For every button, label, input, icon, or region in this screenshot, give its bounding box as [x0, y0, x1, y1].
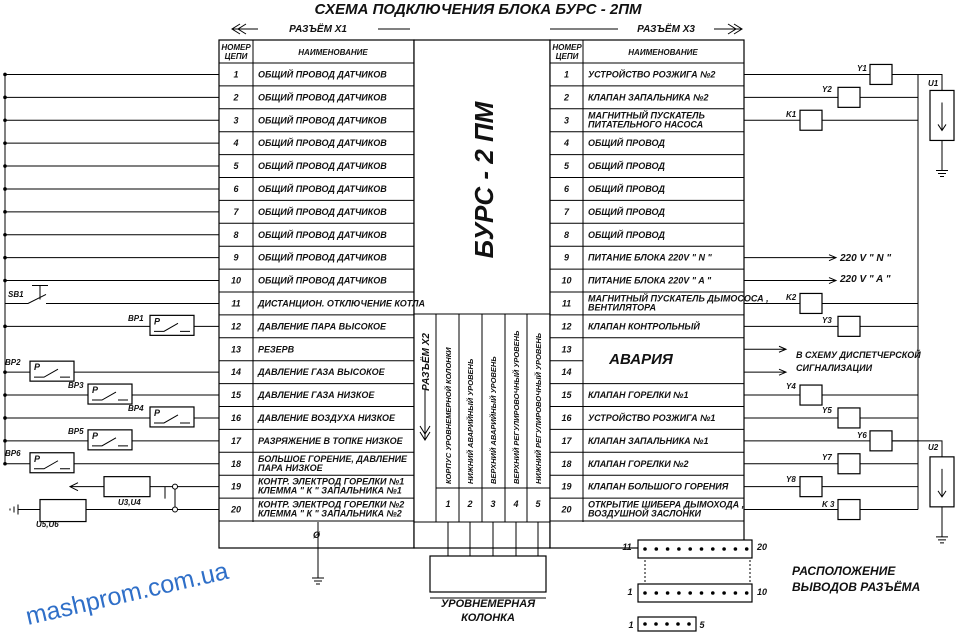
x1-row-name: ДАВЛЕНИЕ ПАРА ВЫСОКОЕ [258, 321, 386, 332]
x1-row-number: 11 [231, 298, 241, 309]
x1-row-name: ДАВЛЕНИЕ ГАЗА ВЫСОКОЕ [258, 367, 385, 378]
x1-row-name: ДАВЛЕНИЕ ГАЗА НИЗКОЕ [258, 390, 375, 401]
x2-col-number: 5 [535, 499, 541, 509]
x3-row-name: КЛАПАН ГОРЕЛКИ №2 [588, 458, 689, 469]
x1-row-name: КОНТР. ЭЛЕКТРОД ГОРЕЛКИ №1 [258, 476, 405, 487]
x1-col-num-2: ЦЕПИ [224, 52, 248, 61]
x3-row-name: УСТРОЙСТВО РОЗЖИГА №1 [588, 412, 716, 423]
sb1-switch [5, 285, 219, 303]
power-n-label: 220 V " N " [840, 253, 892, 264]
x1-row-name: КЛЕММА " К " ЗАПАЛЬНИКА №2 [258, 508, 402, 519]
x1-row-name: ОБЩИЙ ПРОВОД ДАТЧИКОВ [258, 138, 387, 149]
level-column-label-2: КОЛОНКА [461, 612, 515, 624]
x1-row-number: 15 [230, 390, 242, 401]
pin-label-11: 11 [622, 542, 632, 552]
pin-dot [655, 547, 659, 551]
x1-row-number: 18 [230, 458, 242, 469]
pin-dot [711, 591, 715, 595]
y3-coil [838, 316, 860, 336]
pin-dot [655, 591, 659, 595]
pin-dot [654, 622, 658, 626]
x1-row-number: 17 [230, 435, 242, 446]
x1-row-name: ОБЩИЙ ПРОВОД ДАТЧИКОВ [258, 161, 387, 172]
label-bp5: BP5 [68, 427, 84, 436]
x1-row-number: 1 [233, 69, 239, 80]
junction-dot [3, 325, 7, 329]
power-a-label: 220 V " A " [840, 274, 891, 285]
label-zero: Ø [313, 530, 321, 540]
label-u34: U3,U4 [118, 498, 141, 507]
x3-row-number: 9 [563, 252, 570, 263]
bp6-p-mark: P [34, 453, 41, 464]
x2-col-label: НИЖНИЙ АВАРИЙНЫЙ УРОВЕНЬ [466, 358, 475, 484]
label-bp6: BP6 [5, 449, 21, 458]
pin-dot [688, 547, 692, 551]
x3-row-name: МАГНИТНЫЙ ПУСКАТЕЛЬ [588, 110, 705, 121]
connector-x2-label: РАЗЪЁМ Х2 [421, 333, 432, 391]
watermark: mashprom.com.ua [23, 556, 232, 631]
pin-dot [643, 591, 647, 595]
x3-row-number: 18 [561, 458, 572, 469]
pin-dot [643, 547, 647, 551]
label-y1: Y1 [857, 64, 867, 73]
pin-dot [722, 591, 726, 595]
pin-dot [688, 591, 692, 595]
x2-col-number: 2 [467, 499, 473, 509]
x1-row-number: 20 [230, 504, 242, 515]
x3-row-number: 3 [563, 115, 570, 126]
x1-row-name: ОБЩИЙ ПРОВОД ДАТЧИКОВ [258, 206, 387, 217]
x3-row-name: ОБЩИЙ ПРОВОД [588, 229, 665, 240]
x3-row-name: ВЕНТИЛЯТОРА [588, 302, 657, 313]
x1-row-name: ОБЩИЙ ПРОВОД ДАТЧИКОВ [258, 92, 387, 103]
x3-row-name: МАГНИТНЫЙ ПУСКАТЕЛЬ ДЫМОСОСА , [588, 293, 769, 304]
x3-row-name: ПИТАНИЕ БЛОКА 220V " N " [588, 252, 712, 263]
x3-row-name: КЛАПАН ЗАПАЛЬНИКА №1 [588, 435, 709, 446]
x2-col-number: 4 [513, 499, 519, 509]
x1-row-name: БОЛЬШОЕ ГОРЕНИЕ, ДАВЛЕНИЕ [258, 453, 408, 464]
pin-dot [665, 622, 669, 626]
x1-row-name: РАЗРЯЖЕНИЕ В ТОПКЕ НИЗКОЕ [258, 435, 403, 446]
block-name: БУРС - 2 ПМ [469, 101, 499, 259]
x1-col-num-1: НОМЕР [221, 43, 251, 52]
x1-row-name: КОНТР. ЭЛЕКТРОД ГОРЕЛКИ №2 [258, 499, 405, 510]
y5-coil [838, 408, 860, 428]
x1-row-number: 9 [233, 252, 239, 263]
pin-dot [734, 591, 738, 595]
x3-row-name: КЛАПАН ГОРЕЛКИ №1 [588, 390, 689, 401]
connector-x3-header [550, 22, 742, 35]
pin-label-5: 5 [699, 620, 705, 630]
x3-row-number: 5 [563, 161, 570, 172]
x1-row-name: ОБЩИЙ ПРОВОД ДАТЧИКОВ [258, 115, 387, 126]
dispatch-label-1: В СХЕМУ ДИСПЕТЧЕРСКОЙ [796, 350, 921, 360]
pin-layout-title-2: ВЫВОДОВ РАЗЪЁМА [792, 580, 921, 594]
x1-row-number: 12 [230, 321, 242, 332]
x3-row-number: 17 [561, 435, 572, 446]
pin-dot [687, 622, 691, 626]
x1-row-number: 8 [233, 229, 239, 240]
power-arrow [744, 255, 836, 261]
x1-row-number: 10 [230, 275, 242, 286]
x3-row-number: 1 [563, 69, 570, 80]
junction-dot [3, 462, 7, 466]
x1-row-number: 3 [233, 115, 239, 126]
x1-row-number: 7 [233, 206, 239, 217]
alarm-arrow [744, 346, 786, 352]
x1-row-name: ОБЩИЙ ПРОВОД ДАТЧИКОВ [258, 69, 387, 80]
junction-dot [3, 439, 7, 443]
y8-coil [800, 477, 822, 497]
x3-row-name: ПИТАТЕЛЬНОГО НАСОСА [588, 119, 704, 130]
x3-row-number: 4 [563, 138, 570, 149]
x3-row-name: ОБЩИЙ ПРОВОД [588, 161, 665, 172]
x3-row-number: 13 [561, 344, 572, 355]
x2-col-number: 3 [490, 499, 496, 509]
label-u56: U5,U6 [36, 520, 59, 529]
connector-x3-label: РАЗЪЁМ Х3 [637, 24, 695, 35]
x3-row-number: 15 [561, 390, 572, 401]
x1-row-number: 19 [230, 481, 242, 492]
x3-row-number: 7 [563, 206, 570, 217]
right-wiring [744, 64, 954, 542]
pin-dot [711, 547, 715, 551]
x3-row-name: ВОЗДУШНОЙ ЗАСЛОНКИ [588, 508, 701, 519]
x3-row-number: 14 [561, 367, 572, 378]
y1-coil [870, 64, 892, 84]
pin-label-10: 10 [756, 587, 768, 597]
pin-dot [666, 591, 670, 595]
connector-x1-header [232, 22, 410, 35]
alarm-label: АВАРИЯ [609, 351, 673, 368]
x1-col-name: НАИМЕНОВАНИЕ [298, 48, 368, 57]
x3-col-num-1: НОМЕР [552, 43, 582, 52]
label-bp3: BP3 [68, 381, 84, 390]
x1-row-number: 2 [233, 92, 239, 103]
x2-col-label: ВЕРХНИЙ АВАРИЙНЫЙ УРОВЕНЬ [489, 356, 498, 484]
x3-row-name: ОБЩИЙ ПРОВОД [588, 183, 665, 194]
label-k2: K2 [786, 293, 797, 302]
x3-row-number: 10 [561, 275, 572, 286]
x3-row-name: ОБЩИЙ ПРОВОД [588, 138, 665, 149]
electrode-link [165, 487, 175, 510]
x3-row-number: 6 [563, 183, 570, 194]
label-bp4: BP4 [128, 404, 144, 413]
y2-coil [838, 87, 860, 107]
x1-row-name: ОБЩИЙ ПРОВОД ДАТЧИКОВ [258, 229, 387, 240]
label-k3: K 3 [822, 500, 835, 509]
x3-row-number: 16 [561, 412, 572, 423]
label-bp2: BP2 [5, 358, 21, 367]
level-column-label-1: УРОВНЕМЕРНАЯ [440, 598, 536, 610]
bp4-p-mark: P [154, 407, 161, 418]
bp3-p-mark: P [92, 385, 99, 396]
pin-dot [676, 622, 680, 626]
alarm-arrow [744, 369, 786, 375]
x3-row-number: 19 [561, 481, 572, 492]
x1-row-name: КЛЕММА " К " ЗАПАЛЬНИКА №1 [258, 485, 402, 496]
power-arrow [744, 278, 836, 284]
u34-body [104, 477, 150, 497]
k3-coil [838, 500, 860, 520]
label-sb1: SB1 [8, 290, 24, 299]
k1-coil [800, 110, 822, 130]
diagram-title: СХЕМА ПОДКЛЮЧЕНИЯ БЛОКА БУРС - 2ПМ [314, 1, 642, 18]
label-y8: Y8 [786, 475, 796, 484]
y4-coil [800, 385, 822, 405]
bp2-p-mark: P [34, 362, 41, 373]
pin-label-20: 20 [756, 542, 768, 552]
junction-dot [3, 370, 7, 374]
x2-col-label: ВЕРХНИЙ РЕГУЛИРОВОЧНЫЙ УРОВЕНЬ [512, 330, 521, 484]
y7-coil [838, 454, 860, 474]
pin-dot [677, 547, 681, 551]
label-bp1: BP1 [128, 314, 144, 323]
pin-dot [700, 547, 704, 551]
junction-dot [3, 393, 7, 397]
terminal-circle [173, 507, 178, 512]
x1-row-name: ДИСТАНЦИОН. ОТКЛЮЧЕНИЕ КОТЛА [258, 298, 425, 309]
x3-row-name: ОТКРЫТИЕ ШИБЕРА ДЫМОХОДА , [588, 499, 745, 510]
pin-layout [622, 540, 920, 631]
x3-col-name: НАИМЕНОВАНИЕ [628, 48, 698, 57]
connector-x1-label: РАЗЪЁМ Х1 [289, 24, 347, 35]
y6-coil [870, 431, 892, 451]
x3-row-number: 8 [563, 229, 570, 240]
x3-row-name: КЛАПАН БОЛЬШОГО ГОРЕНИЯ [588, 481, 729, 492]
x3-row-number: 20 [561, 504, 572, 515]
bp1-p-mark: P [154, 316, 161, 327]
x3-row-number: 2 [563, 92, 570, 103]
pin-dot [666, 547, 670, 551]
label-y2: Y2 [822, 85, 832, 94]
label-u2: U2 [928, 443, 939, 452]
label-k1: K1 [786, 110, 797, 119]
x2-col-number: 1 [445, 499, 451, 509]
x3-row-name: ПИТАНИЕ БЛОКА 220V " A " [588, 275, 712, 286]
x3-row-number: 11 [561, 298, 572, 309]
pin-dot [722, 547, 726, 551]
pin-dot [700, 591, 704, 595]
x1-row-number: 6 [233, 183, 239, 194]
label-u1: U1 [928, 79, 939, 88]
x1-row-number: 16 [230, 412, 242, 423]
level-column-terminals [430, 556, 546, 624]
label-y4: Y4 [786, 382, 796, 391]
junction-dot [3, 416, 7, 420]
pin-guide [645, 560, 750, 582]
x2-col-label: КОРПУС УРОВНЕМЕРНОЙ КОЛОНКИ [444, 347, 453, 484]
u56-body [40, 500, 86, 522]
pin-dot [734, 547, 738, 551]
label-y5: Y5 [822, 406, 832, 415]
dispatch-label-2: СИГНАЛИЗАЦИИ [796, 363, 873, 373]
label-y7: Y7 [822, 453, 832, 462]
bp5-p-mark: P [92, 430, 99, 441]
x2-col-label: НИЖНИЙ РЕГУЛИРОВОЧНЫЙ УРОВЕНЬ [534, 332, 543, 484]
x1-row-name: ОБЩИЙ ПРОВОД ДАТЧИКОВ [258, 183, 387, 194]
x1-row-number: 5 [233, 161, 239, 172]
x1-row-number: 14 [230, 367, 242, 378]
pin-dot [677, 591, 681, 595]
pin-label-1a: 1 [627, 587, 633, 597]
pin-label-1b: 1 [628, 620, 634, 630]
x1-row-number: 13 [230, 344, 242, 355]
x3-row-name: УСТРОЙСТВО РОЗЖИГА №2 [588, 69, 716, 80]
x3-row-name: ОБЩИЙ ПРОВОД [588, 206, 665, 217]
label-y6: Y6 [857, 431, 867, 440]
k2-coil [800, 293, 822, 313]
x1-row-name: РЕЗЕРВ [258, 344, 295, 355]
pin-dot [745, 591, 749, 595]
pin-dot [643, 622, 647, 626]
pin-layout-title-1: РАСПОЛОЖЕНИЕ [792, 564, 896, 578]
x1-row-name: ДАВЛЕНИЕ ВОЗДУХА НИЗКОЕ [258, 412, 395, 423]
x3-row-name: КЛАПАН ЗАПАЛЬНИКА №2 [588, 92, 709, 103]
x1-row-name: ОБЩИЙ ПРОВОД ДАТЧИКОВ [258, 275, 387, 286]
x1-row-name: ОБЩИЙ ПРОВОД ДАТЧИКОВ [258, 252, 387, 263]
x3-row-name: КЛАПАН КОНТРОЛЬНЫЙ [588, 321, 700, 332]
pin-dot [745, 547, 749, 551]
label-y3: Y3 [822, 316, 832, 325]
terminal-circle [173, 484, 178, 489]
x3-col-num-2: ЦЕПИ [555, 52, 579, 61]
x1-row-name: ПАРА НИЗКОЕ [258, 462, 323, 473]
x3-row-number: 12 [561, 321, 572, 332]
x1-row-number: 4 [233, 138, 239, 149]
